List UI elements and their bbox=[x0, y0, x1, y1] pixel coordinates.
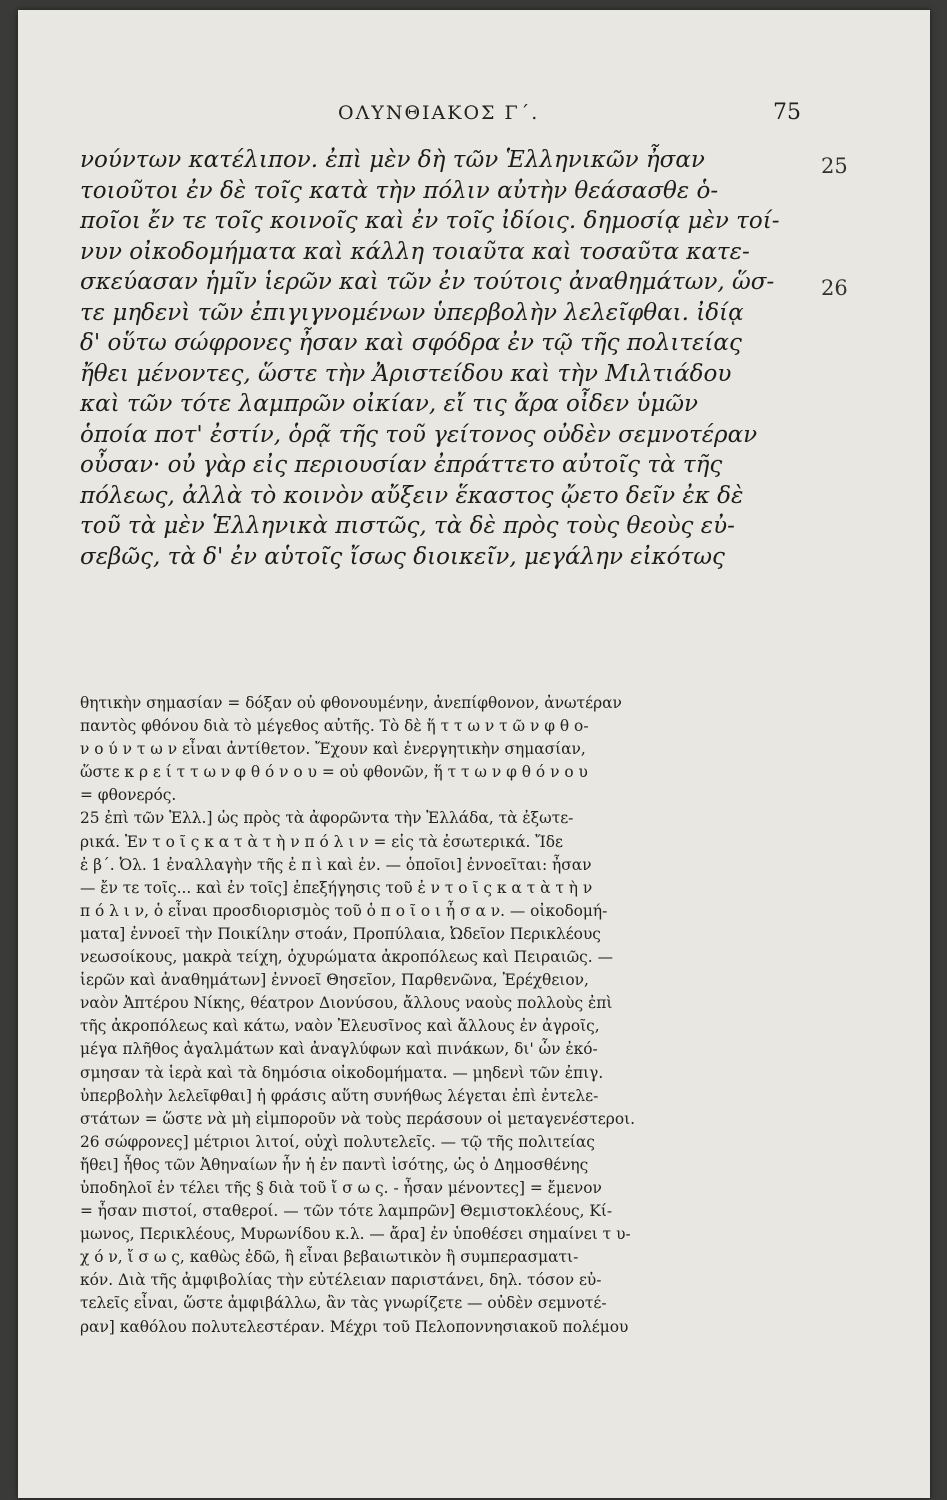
note-line: ματα] ἐννοεῖ τὴν Ποικίλην στοάν, Προπύλαια, Ὠδεῖον Περικλέους bbox=[80, 924, 601, 943]
note-line: ὑπερβολὴν λελεῖφθαι] ἡ φράσις αὕτη συνήθως λέγεται ἐπὶ ἐντελε- bbox=[80, 1086, 599, 1105]
note-line: 25 ἐπὶ τῶν Ἑλλ.] ὡς πρὸς τὰ ἀφορῶντα τὴν Ἑλλάδα, τὰ ἐξωτε- bbox=[80, 809, 574, 828]
note-line: — ἔν τε τοῖς... καὶ ἐν τοῖς] ἐπεξήγησις τοῦ ἐ ν τ ο ῖ ς κ α τ ὰ τ ὴ ν bbox=[80, 878, 593, 897]
margin-line-number: 25 bbox=[821, 154, 848, 178]
note-line: 26 σώφρονες] μέτριοι λιτοί, οὐχὶ πολυτελεῖς. — τῷ τῆς πολιτείας bbox=[80, 1132, 595, 1151]
note-line: παντὸς φθόνου διὰ τὸ μέγεθος αὐτῆς. Τὸ δὲ ἥ τ τ ω ν τ ῶ ν φ θ ο- bbox=[80, 717, 589, 736]
note-line: = φθονερός. bbox=[80, 786, 177, 805]
note-line: ἤθει] ἦθος τῶν Ἀθηναίων ἦν ἡ ἐν παντὶ ἰσότης, ὡς ὁ Δημοσθένης bbox=[80, 1155, 589, 1174]
page-header bbox=[18, 102, 930, 132]
text-line: νούντων κατέλιπον. ἐπὶ μὲν δὴ τῶν Ἑλληνικῶν ἦσαν bbox=[80, 147, 705, 173]
page-number: 75 bbox=[773, 100, 801, 125]
note-line: σμησαν τὰ ἱερὰ καὶ τὰ δημόσια οἰκοδομήματα. — μηδενὶ τῶν ἐπιγ. bbox=[80, 1063, 604, 1082]
note-line: = ἦσαν πιστοί, σταθεροί. — τῶν τότε λαμπρῶν] Θεμιστοκλέους, Κί- bbox=[80, 1202, 613, 1221]
note-line: ν ο ύ ν τ ω ν εἶναι ἀντίθετον. Ἔχουν καὶ ἐνεργητικὴν σημασίαν, bbox=[80, 740, 586, 759]
note-line: στάτων = ὥστε νὰ μὴ εἰμποροῦν νὰ τοὺς περάσουν οἱ μεταγενέστεροι. bbox=[80, 1109, 636, 1128]
text-line: δ' οὕτω σώφρονες ἦσαν καὶ σφόδρα ἐν τῷ τῆς πολιτείας bbox=[80, 330, 742, 356]
note-line: νεωσοίκους, μακρὰ τείχη, ὀχυρώματα ἀκροπόλεως καὶ Πειραιῶς. — bbox=[80, 948, 613, 967]
note-line: ἱερῶν καὶ ἀναθημάτων] ἐννοεῖ Θησεῖον, Παρθενῶνα, Ἐρέχθειον, bbox=[80, 971, 589, 990]
note-line: ραν] καθόλου πολυτελεστέραν. Μέχρι τοῦ Πελοποννησιακοῦ πολέμου bbox=[80, 1317, 629, 1336]
text-line: τοῦ τὰ μὲν Ἑλληνικὰ πιστῶς, τὰ δὲ πρὸς τοὺς θεοὺς εὐ- bbox=[80, 513, 735, 539]
note-line: θητικὴν σημασίαν = δόξαν οὐ φθονουμένην, ἀνεπίφθονον, ἀνωτέραν bbox=[80, 694, 622, 712]
book-page bbox=[18, 10, 930, 1498]
text-line: οὖσαν· οὐ γὰρ εἰς περιουσίαν ἐπράττετο αὐτοῖς τὰ τῆς bbox=[80, 452, 723, 478]
text-line: σεβῶς, τὰ δ' ἐν αὑτοῖς ἴσως διοικεῖν, μεγάλην εἰκότως bbox=[80, 543, 725, 570]
note-line: ναὸν Ἀπτέρου Νίκης, θέατρον Διονύσου, ἄλλους ναοὺς πολλοὺς ἐπὶ bbox=[80, 994, 613, 1013]
note-line: τελεῖς εἶναι, ὥστε ἀμφιβάλλω, ἂν τὰς γνωρίζετε — οὐδὲν σεμνοτέ- bbox=[80, 1294, 607, 1313]
running-title: ΟΛΥΝΘΙΑΚΟΣ Γ΄. bbox=[338, 102, 540, 124]
main-text-block bbox=[80, 145, 820, 572]
commentary-notes bbox=[80, 692, 825, 1339]
text-line: καὶ τῶν τότε λαμπρῶν οἰκίαν, εἴ τις ἄρα οἶδεν ὑμῶν bbox=[80, 391, 699, 417]
text-line: σκεύασαν ἡμῖν ἱερῶν καὶ τῶν ἐν τούτοις ἀναθημάτων, ὥσ- bbox=[80, 269, 775, 295]
text-line: πόλεως, ἀλλὰ τὸ κοινὸν αὔξειν ἕκαστος ᾤετο δεῖν ἐκ δὲ bbox=[80, 482, 744, 509]
text-line: ὁποία ποτ' ἐστίν, ὁρᾷ τῆς τοῦ γείτονος οὐδὲν σεμνοτέραν bbox=[80, 421, 758, 448]
text-line: τοιοῦτοι ἐν δὲ τοῖς κατὰ τὴν πόλιν αὐτὴν θεάσασθε ὁ- bbox=[80, 177, 719, 204]
note-line: χ ό ν, ἴ σ ω ς, καθὼς ἐδῶ, ἢ εἶναι βεβαιωτικὸν ἢ συμπερασματι- bbox=[80, 1248, 579, 1267]
note-line: ἐ β΄. Ὀλ. 1 ἐναλλαγὴν τῆς ἐ π ὶ καὶ ἐν. — ὁποῖοι] ἐννοεῖται: ἦσαν bbox=[80, 855, 592, 874]
text-line: νυν οἰκοδομήματα καὶ κάλλη τοιαῦτα καὶ τοσαῦτα κατε- bbox=[80, 238, 750, 265]
note-line: ὥστε κ ρ ε ί τ τ ω ν φ θ ό ν ο υ = οὐ φθονῶν, ἥ τ τ ω ν φ θ ό ν ο υ bbox=[80, 763, 588, 782]
note-line: π ό λ ι ν, ὁ εἶναι προσδιορισμὸς τοῦ ὁ π ο ῖ ο ι ἦ σ α ν. — οἰκοδομή- bbox=[80, 901, 608, 920]
note-line: ὑποδηλοῖ ἐν τέλει τῆς § διὰ τοῦ ἴ σ ω ς. - ἦσαν μένοντες] = ἔμενον bbox=[80, 1178, 602, 1197]
note-line: μωνος, Περικλέους, Μυρωνίδου κ.λ. — ἄρα] ἐν ὑποθέσει σημαίνει τ υ- bbox=[80, 1225, 631, 1244]
text-line: τε μηδενὶ τῶν ἐπιγιγνομένων ὑπερβολὴν λελεῖφθαι. ἰδίᾳ bbox=[80, 299, 744, 326]
text-line: ποῖοι ἔν τε τοῖς κοινοῖς καὶ ἐν τοῖς ἰδίοις. δημοσίᾳ μὲν τοί- bbox=[80, 208, 780, 234]
text-line: ἤθει μένοντες, ὥστε τὴν Ἀριστείδου καὶ τὴν Μιλτιάδου bbox=[80, 360, 732, 387]
note-line: ρικά. Ἐν τ ο ῖ ς κ α τ ὰ τ ὴ ν π ό λ ι ν = εἰς τὰ ἐσωτερικά. Ἴδε bbox=[80, 832, 563, 851]
note-line: μέγα πλῆθος ἀγαλμάτων καὶ ἀναγλύφων καὶ πινάκων, δι' ὧν ἐκό- bbox=[80, 1040, 598, 1059]
note-line: τῆς ἀκροπόλεως καὶ κάτω, ναὸν Ἐλευσῖνος καὶ ἄλλους ἐν ἀγροῖς, bbox=[80, 1017, 600, 1036]
note-line: κόν. Διὰ τῆς ἀμφιβολίας τὴν εὐτέλειαν παριστάνει, δηλ. τόσον εὐ- bbox=[80, 1271, 602, 1290]
margin-line-number: 26 bbox=[821, 276, 848, 300]
